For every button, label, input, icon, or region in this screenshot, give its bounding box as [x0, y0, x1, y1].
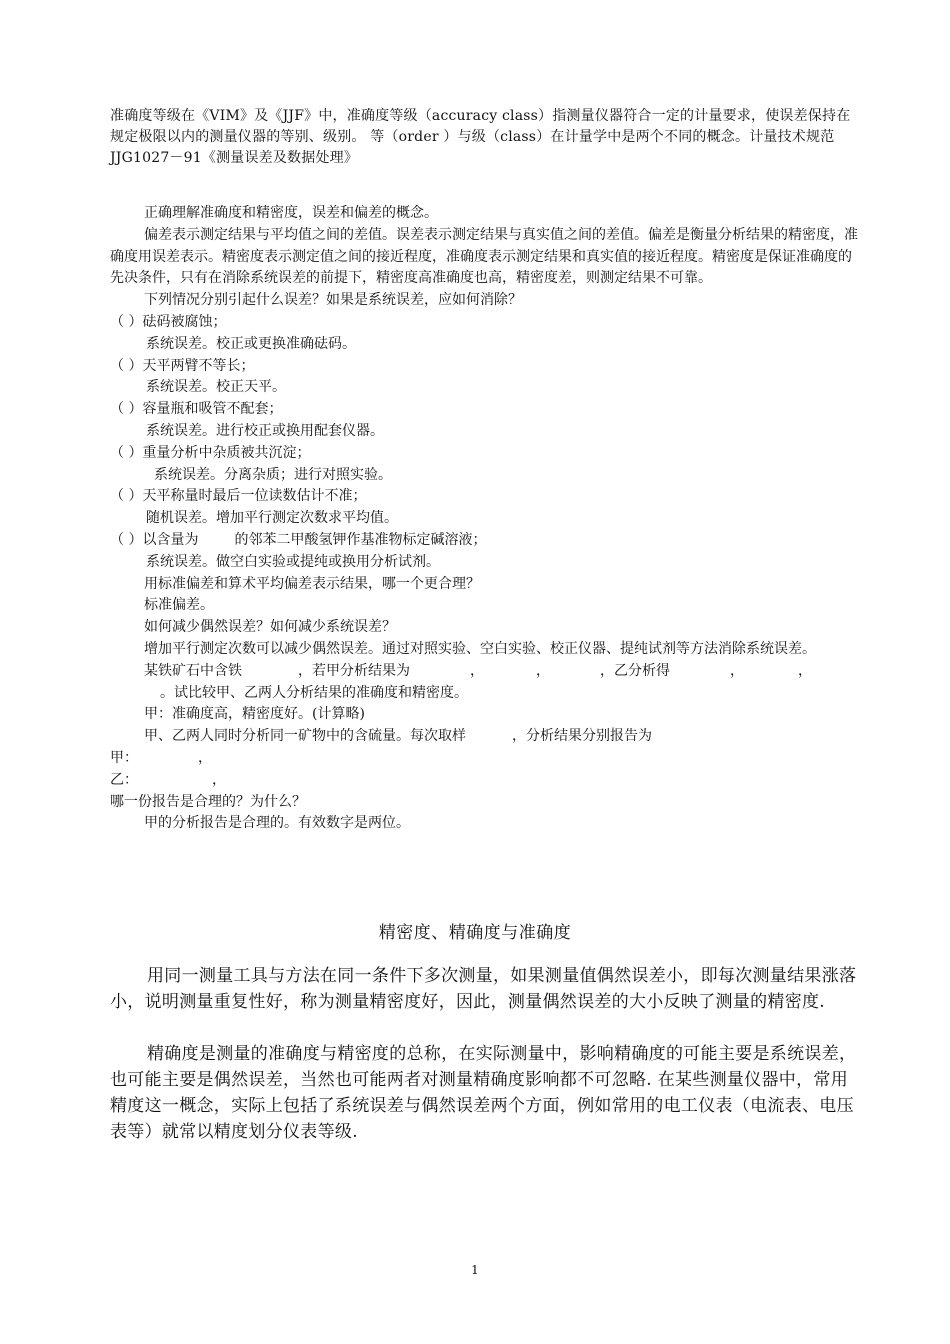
question-item: （ ）砝码被腐蚀； — [110, 313, 227, 330]
text-span: ， — [536, 662, 550, 679]
text-span: ， — [798, 662, 812, 679]
text-span: ， — [198, 749, 212, 766]
section-error-concepts — [110, 203, 862, 835]
intro-text: 准确度等级在《VIM》及《JJF》中，准确度等级（accuracy class）指测量仪器符合一定的计量要求，使误差保持在规定极限以内的测量仪器的等别、级别。 等（order ）与级（class）在计量学中是两个不同的概念。计量技术规范 JJG1027－91《测量误差及数据处理》 — [110, 108, 851, 166]
answer-item: 系统误差。校正或更换准确砝码。 — [146, 335, 356, 352]
text-span: 甲、乙两人同时分析同一矿物中的含硫量。每次取样 — [144, 728, 466, 745]
page-number: 1 — [471, 1263, 479, 1277]
intro-paragraph — [110, 106, 860, 169]
paragraph: 正确理解准确度和精密度，误差和偏差的概念。 — [144, 205, 438, 221]
text-span: 。试比较甲、乙两人分析结果的准确度和精密度。 — [160, 684, 468, 701]
question — [110, 683, 862, 705]
question-item: （ ）容量瓶和吸管不配套； — [110, 401, 283, 418]
paragraph: 用同一测量工具与方法在同一条件下多次测量，如果测量值偶然误差小，即每次测量结果涨落小，说明测量重复性好，称为测量精密度好，因此，测量偶然误差的大小反映了测量的精密度. — [110, 966, 857, 1012]
text-span: 乙： — [110, 771, 138, 788]
answer: 增加平行测定次数可以减少偶然误差。通过对照实验、空白实验、校正仪器、提纯试剂等方法消除系统误差。 — [144, 640, 816, 657]
answer: 标准偏差。 — [144, 597, 214, 614]
answer-item: 系统误差。分离杂质；进行对照实验。 — [154, 466, 392, 483]
text-span: ， — [470, 662, 484, 679]
question-item: （ ）天平称量时最后一位读数估计不准； — [110, 488, 367, 505]
answer-item: 系统误差。做空白实验或提纯或换用分析试剂。 — [146, 553, 440, 570]
question-text: 的邻苯二甲酸氢钾作基准物标定碱溶液； — [234, 531, 487, 548]
question-text: （ ）以含量为 — [110, 531, 199, 548]
text-span: ，分析结果分别报告为 — [512, 728, 652, 745]
paragraph: 精确度是测量的准确度与精密度的总称，在实际测量中，影响精确度的可能主要是系统误差，也可能主要是偶然误差，当然也可能两者对测量精确度影响都不可忽略. 在某些测量仪器中，常用精度这一概念，实际上包括了系统误差与偶然误差两个方面，例如常用的电工仪表（电流表、电压表等）就常以精度划分仪表等级. — [110, 1044, 857, 1142]
question-item: （ ）天平两臂不等长； — [110, 357, 255, 374]
question: 如何减少偶然误差？如何减少系统误差？ — [144, 619, 396, 636]
section-precision-accuracy — [110, 963, 860, 1145]
question — [110, 726, 862, 748]
question-item: （ ）重量分析中杂质被共沉淀； — [110, 444, 311, 461]
answer: 甲：准确度高，精密度好。(计算略) — [144, 706, 365, 723]
text-span: ， — [212, 771, 226, 788]
question: 下列情况分别引起什么误差？如果是系统误差，应如何消除？ — [144, 292, 522, 309]
paragraph: 偏差表示测定结果与平均值之间的差值。误差表示测定结果与真实值之间的差值。偏差是衡量分析结果的精密度，准确度用误差表示。精密度表示测定值之间的接近程度，准确度表示测定结果和真实值的接近程度。精密度是保证准确度的先决条件，只有在消除系统误差的前提下，精密度高准确度也高，精密度差，则测定结果不可靠。 — [110, 226, 858, 287]
answer-item: 系统误差。校正天平。 — [146, 379, 286, 396]
question — [110, 661, 862, 683]
question: 哪一份报告是合理的？为什么？ — [110, 793, 306, 810]
answer-item: 随机误差。增加平行测定次数求平均值。 — [146, 510, 398, 527]
question: 用标准偏差和算术平均偏差表示结果，哪一个更合理？ — [144, 575, 480, 592]
report-a — [110, 748, 862, 770]
question-item — [110, 530, 862, 552]
answer-item: 系统误差。进行校正或换用配套仪器。 — [146, 422, 384, 439]
text-span: 某铁矿石中含铁 — [144, 662, 242, 679]
text-span: ，若甲分析结果为 — [298, 662, 410, 679]
text-span: 甲： — [110, 749, 138, 766]
text-span: ， — [730, 662, 744, 679]
section-title: 精密度、精确度与准确度 — [378, 923, 572, 943]
text-span: ，乙分析得 — [600, 662, 670, 679]
answer: 甲的分析报告是合理的。有效数字是两位。 — [144, 815, 410, 832]
report-b — [110, 770, 862, 792]
